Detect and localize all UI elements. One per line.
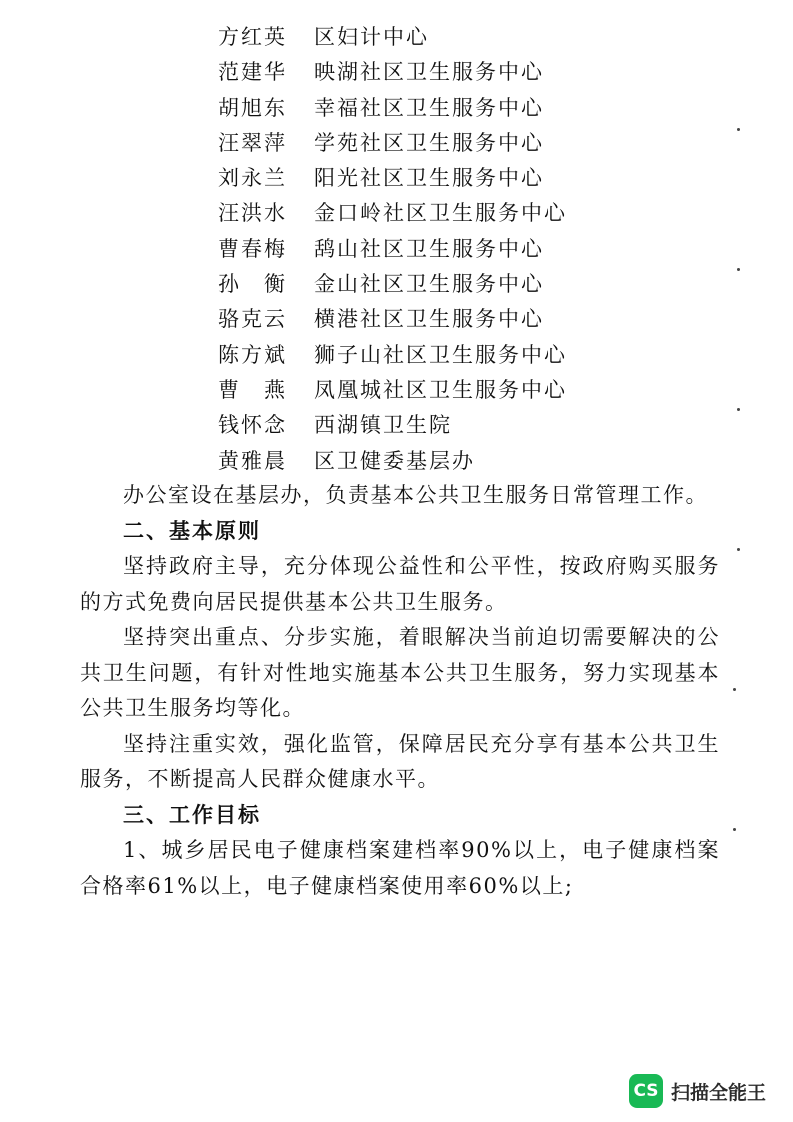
roster-name: 骆克云 (218, 307, 287, 332)
roster-row (218, 91, 567, 126)
roster-row (218, 267, 567, 302)
body-paragraph: 坚持注重实效，强化监管，保障居民充分享有基本公共卫生服务，不断提高人民群众健康水平。 (80, 731, 720, 791)
roster-org: 区妇计中心 (314, 25, 429, 49)
roster-org: 鸹山社区卫生服务中心 (314, 236, 544, 261)
camscanner-logo-icon: CS (629, 1074, 663, 1108)
section-heading: 三、工作目标 (123, 802, 261, 827)
scan-speck (737, 128, 740, 131)
roster-row (218, 232, 567, 267)
roster-org: 凤凰城社区卫生服务中心 (314, 377, 567, 402)
roster-name: 汪翠萍 (218, 130, 287, 155)
roster-name: 孙 衡 (218, 272, 287, 297)
body-paragraph: 坚持突出重点、分步实施，着眼解决当前迫切需要解决的公共卫生问题，有针对性地实施基本公共卫生服务，努力实现基本公共卫生服务均等化。 (80, 625, 720, 720)
roster-name: 曹 燕 (218, 377, 287, 402)
roster-row (218, 373, 567, 408)
roster-name: 曹春梅 (218, 236, 287, 261)
roster-row (218, 444, 567, 479)
scan-speck (737, 268, 740, 271)
roster-org: 金口岭社区卫生服务中心 (314, 201, 567, 226)
roster-org: 区卫健委基层办 (314, 448, 475, 473)
roster-org: 阳光社区卫生服务中心 (314, 166, 544, 191)
roster-org: 金山社区卫生服务中心 (314, 272, 544, 297)
roster-org: 幸福社区卫生服务中心 (314, 95, 544, 120)
roster-row (218, 55, 567, 90)
roster-row (218, 161, 567, 196)
section-heading: 二、基本原则 (123, 518, 261, 543)
roster-name: 汪洪水 (218, 201, 287, 226)
body-paragraph: 坚持政府主导，充分体现公益性和公平性，按政府购买服务的方式免费向居民提供基本公共卫生服务。 (80, 554, 720, 614)
roster-name: 胡旭东 (218, 95, 287, 120)
roster-row (218, 338, 567, 373)
roster-org: 映湖社区卫生服务中心 (314, 60, 544, 85)
office-paragraph: 办公室设在基层办，负责基本公共卫生服务日常管理工作。 (123, 483, 708, 507)
scan-speck (733, 828, 736, 831)
roster-name: 钱怀念 (218, 413, 287, 438)
roster-row (218, 196, 567, 231)
roster-name: 刘永兰 (218, 166, 287, 191)
body-text (80, 478, 720, 904)
roster-row (218, 302, 567, 337)
staff-roster (218, 20, 567, 479)
roster-org: 西湖镇卫生院 (314, 413, 452, 438)
scan-speck (737, 548, 740, 551)
scan-speck (733, 688, 736, 691)
roster-name: 范建华 (218, 60, 287, 85)
roster-row (218, 20, 567, 55)
roster-row (218, 408, 567, 443)
scan-speck (737, 408, 740, 411)
roster-org: 狮子山社区卫生服务中心 (314, 342, 567, 367)
watermark-text: 扫描全能王 (671, 1081, 767, 1104)
roster-org: 横港社区卫生服务中心 (314, 307, 544, 332)
scanner-watermark (629, 1074, 766, 1108)
roster-name: 方红英 (218, 25, 287, 49)
roster-row (218, 126, 567, 161)
roster-org: 学苑社区卫生服务中心 (314, 130, 544, 155)
body-paragraph: 1、城乡居民电子健康档案建档率90%以上，电子健康档案合格率61%以上，电子健康档案使用率60%以上; (80, 838, 720, 898)
roster-name: 黄雅晨 (218, 448, 287, 473)
roster-name: 陈方斌 (218, 342, 287, 367)
